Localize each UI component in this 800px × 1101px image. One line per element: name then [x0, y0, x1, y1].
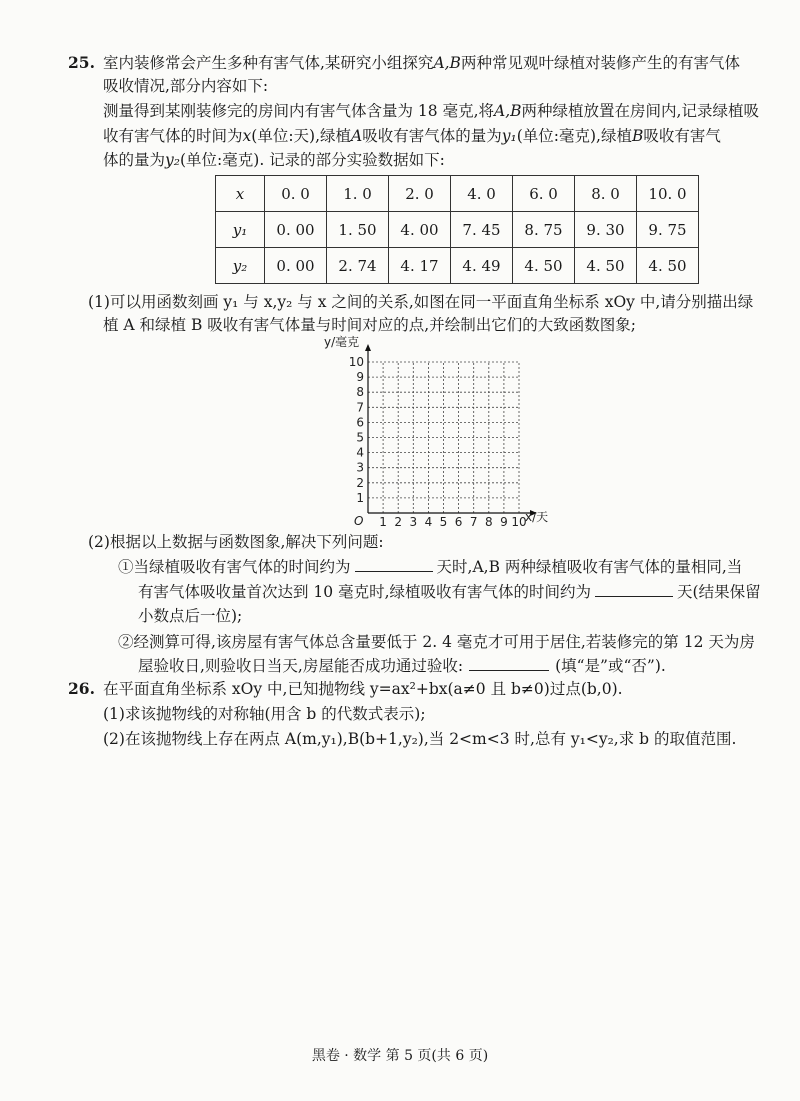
question-26-number: 26.	[68, 679, 95, 698]
y-tick-label: 7	[356, 400, 364, 415]
answer-blank[interactable]	[469, 656, 549, 671]
question-25-sub-1-line-1: ①当绿植吸收有害气体的时间约为 天时,A,B 两种绿植吸收有害气体的量相同,当	[118, 558, 743, 576]
table-cell: 10. 0	[637, 176, 699, 212]
table-header-y1: y₁	[216, 212, 265, 248]
table-cell: 0. 0	[265, 176, 327, 212]
table-cell: 4. 00	[389, 212, 451, 248]
table-cell: 4. 50	[575, 248, 637, 284]
x-tick-label: 3	[409, 515, 418, 529]
table-cell: 9. 30	[575, 212, 637, 248]
table-cell: 2. 74	[327, 248, 389, 284]
table-cell: 6. 0	[513, 176, 575, 212]
x-tick-label: 6	[454, 515, 463, 529]
table-cell: 4. 17	[389, 248, 451, 284]
table-cell: 4. 50	[637, 248, 699, 284]
question-25-sub-1-line-3: 小数点后一位);	[138, 607, 243, 625]
question-26-part-1: (1)求该抛物线的对称轴(用含 b 的代数式表示);	[103, 705, 426, 723]
table-row-y2	[216, 248, 699, 284]
question-25-para-line-2: 收有害气体的时间为x(单位:天),绿植A吸收有害气体的量为y₁(单位:毫克),绿植B吸收有害气	[103, 127, 721, 145]
y-axis-label: y/毫克	[324, 335, 360, 349]
question-25-sub-2-line-1: ②经测算可得,该房屋有害气体总含量要低于 2. 4 毫克才可用于居住,若装修完的第 12 天为房	[118, 633, 755, 651]
x-tick-label: 10	[511, 515, 527, 529]
y-tick-label: 3	[356, 460, 364, 475]
table-cell: 2. 0	[389, 176, 451, 212]
answer-blank[interactable]	[595, 582, 673, 597]
table-cell: 1. 50	[327, 212, 389, 248]
table-row-x	[216, 176, 699, 212]
grid-lines	[368, 362, 519, 513]
table-cell: 4. 49	[451, 248, 513, 284]
table-header-x: x	[216, 176, 265, 212]
x-tick-label: 4	[424, 515, 433, 529]
tick-labels	[349, 355, 527, 529]
experiment-data-table	[215, 175, 699, 284]
y-tick-label: 10	[348, 355, 364, 369]
x-tick-label: 5	[439, 515, 448, 529]
table-cell: 7. 45	[451, 212, 513, 248]
question-26-part-2: (2)在该抛物线上存在两点 A(m,y₁),B(b+1,y₂),当 2<m<3 时,总有 y₁<y₂,求 b 的取值范围.	[103, 730, 737, 748]
x-tick-label: 8	[484, 515, 493, 529]
question-25-part-1-line-2: 植 A 和绿植 B 吸收有害气体量与时间对应的点,并绘制出它们的大致函数图象;	[103, 316, 636, 334]
question-25-intro-line-1: 室内装修常会产生多种有害气体,某研究小组探究A,B两种常见观叶绿植对装修产生的有害气体	[103, 54, 740, 72]
table-cell: 4. 0	[451, 176, 513, 212]
page-footer: 黑卷 · 数学 第 5 页(共 6 页)	[311, 1048, 489, 1064]
x-axis-label: x/天	[525, 510, 549, 524]
axes	[365, 344, 537, 516]
question-25-sub-2-line-2: 屋验收日,则验收日当天,房屋能否成功通过验收: (填“是”或“否”).	[138, 657, 666, 675]
y-tick-label: 8	[356, 385, 364, 400]
origin-label: O	[354, 514, 364, 528]
table-header-y2: y₂	[216, 248, 265, 284]
question-25-part-2-title: (2)根据以上数据与函数图象,解决下列问题:	[88, 533, 384, 551]
y-tick-label: 5	[356, 430, 364, 445]
x-tick-label: 2	[394, 515, 403, 529]
table-cell: 0. 00	[265, 212, 327, 248]
question-25-part-1-line-1: (1)可以用函数刻画 y₁ 与 x,y₂ 与 x 之间的关系,如图在同一平面直角坐标系 xOy 中,请分别描出绿	[88, 293, 754, 311]
table-cell: 0. 00	[265, 248, 327, 284]
y-tick-label: 1	[356, 490, 364, 505]
y-tick-label: 6	[356, 415, 364, 430]
table-cell: 4. 50	[513, 248, 575, 284]
x-tick-label: 1	[379, 515, 387, 529]
answer-blank[interactable]	[355, 557, 433, 572]
question-25-number: 25.	[68, 53, 95, 72]
table-cell: 8. 75	[513, 212, 575, 248]
x-tick-label: 9	[500, 515, 508, 529]
y-tick-label: 9	[356, 370, 364, 385]
table-row-y1	[216, 212, 699, 248]
coordinate-grid-chart	[310, 332, 580, 532]
question-25-intro-line-2: 吸收情况,部分内容如下:	[103, 77, 269, 95]
question-25-sub-1-line-2: 有害气体吸收量首次达到 10 毫克时,绿植吸收有害气体的时间约为 天(结果保留	[138, 583, 761, 601]
y-axis-arrow	[365, 344, 371, 351]
y-tick-label: 2	[356, 475, 364, 490]
table-cell: 9. 75	[637, 212, 699, 248]
question-25-para-line-1: 测量得到某刚装修完的房间内有害气体含量为 18 毫克,将A,B两种绿植放置在房间内,记录绿植吸	[103, 102, 759, 120]
y-tick-label: 4	[356, 445, 364, 460]
question-25-para-line-3: 体的量为y₂(单位:毫克). 记录的部分实验数据如下:	[103, 151, 445, 169]
x-tick-label: 7	[469, 515, 478, 529]
table-cell: 8. 0	[575, 176, 637, 212]
question-26-statement: 在平面直角坐标系 xOy 中,已知抛物线 y=ax²+bx(a≠0 且 b≠0)过点(b,0).	[103, 680, 623, 698]
table-cell: 1. 0	[327, 176, 389, 212]
